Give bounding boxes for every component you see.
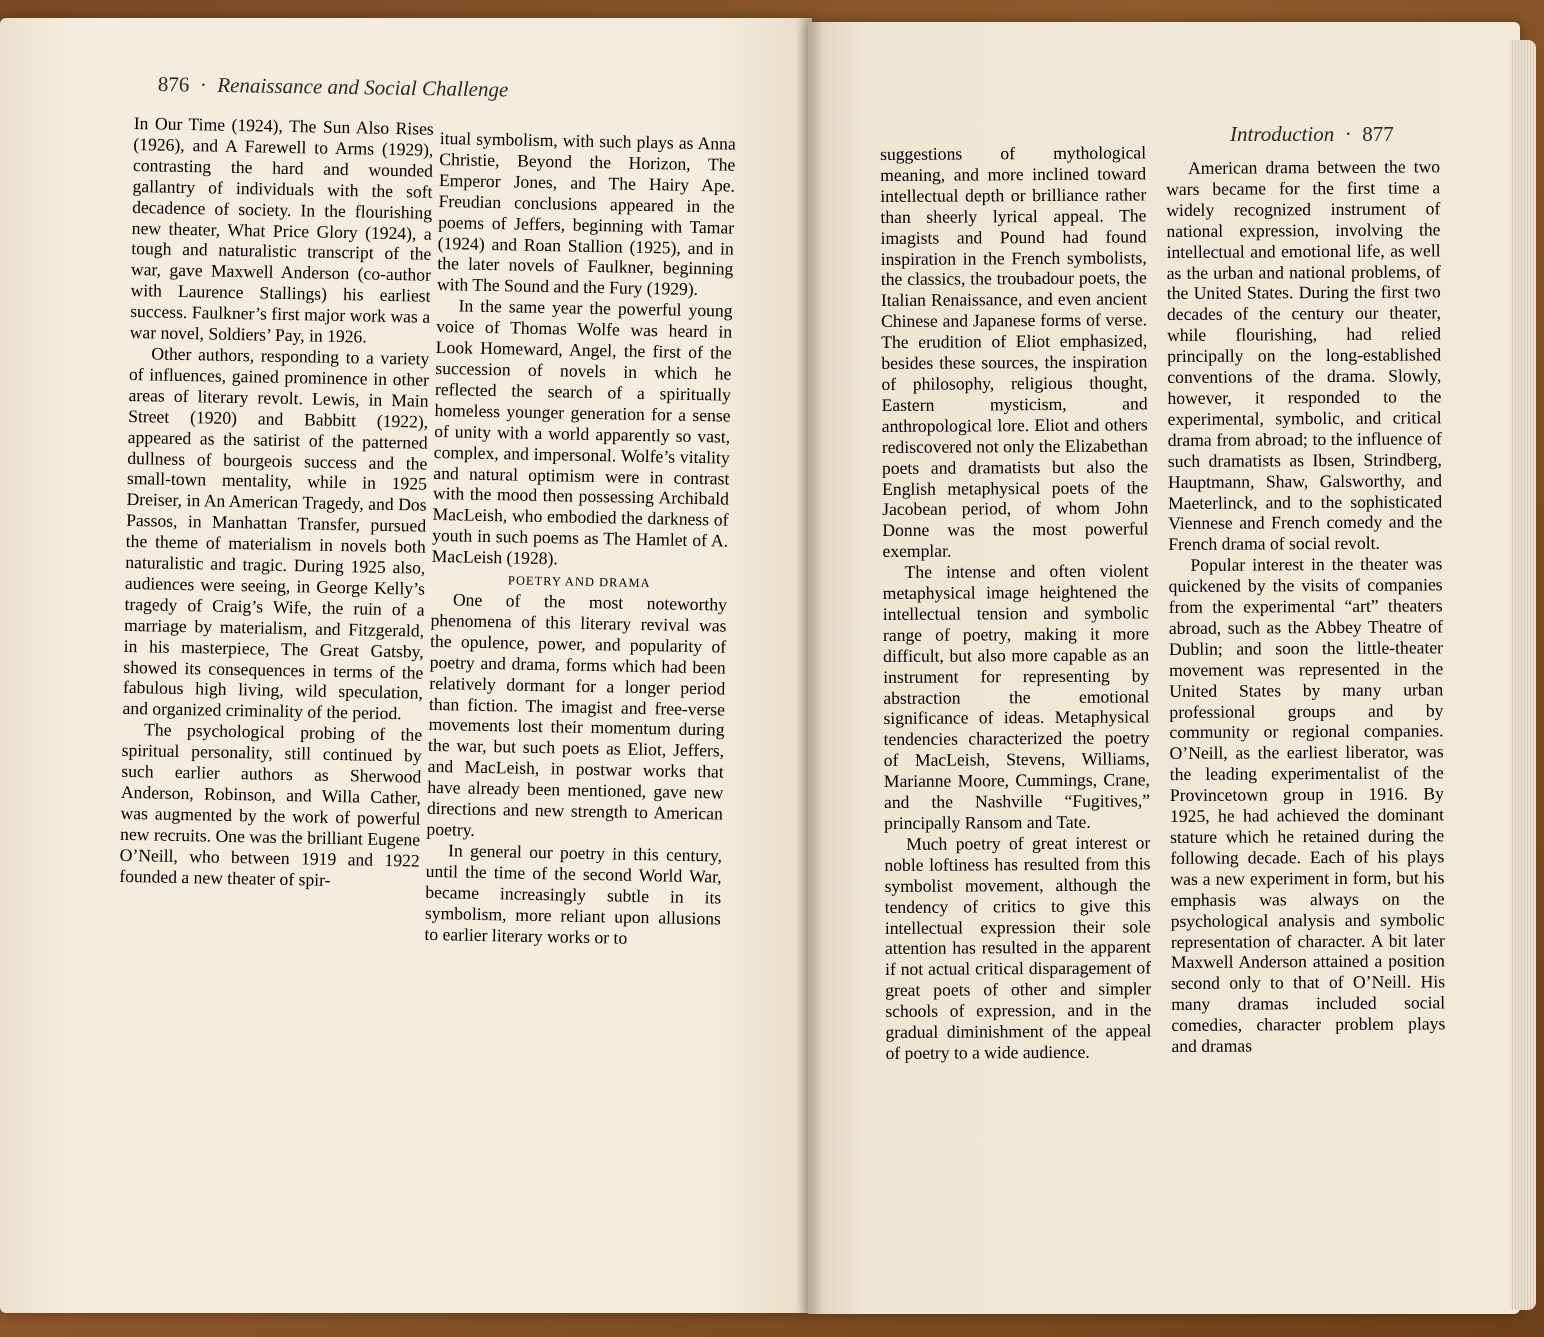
- paragraph: In general our poetry in this century, until the time of the second World War, became increasingly subtle in its symbolism, more reliant upon allusions to earlier literary works or to: [424, 840, 723, 948]
- right-page-column-1: [880, 142, 1152, 1063]
- paragraph: Much poetry of great interest or noble loftiness has resulted from this symbolist movement, although the tendency of critics to give this intellectual expression their sole attention has resulted in the apparent if not actual critical disparagement of great poets of other and simpler schools of expression, and in the gradual diminishment of the appeal of poetry to a wide audience.: [884, 832, 1152, 1063]
- paragraph: The intense and often violent metaphysical image heightened the intellectual tension and symbolic range of poetry, making it more difficult, but also more capable as an instrument for representing by abstraction the emotional significance of ideas. Metaphysical tendencies characterized the poetry of MacLeish, Stevens, Williams, Marianne Moore, Cummings, Crane, and the Nashville “Fugitives,” principally Ransom and Tate.: [882, 560, 1151, 833]
- paragraph: One of the most noteworthy phenomena of this literary revival was the opulence, power, and popularity of poetry and drama, forms which had been relatively dormant for a longer period than fiction. The imagist and free-verse movements lost their momentum during the war, but such poets as Eliot, Jeffers, and MacLeish, in postwar works that have already been mentioned, gave new directions and new strength to American poetry.: [426, 589, 728, 840]
- paragraph: itual symbolism, with such plays as Anna Christie, Beyond the Horizon, The Emperor Jones, and The Hairy Ape. Freudian conclusions appeared in the poems of Jeffers, beginning with Tamar (1924) and Roan Stallion (1925), and in the later novels of Faulkner, beginning with The Sound and the Fury (1929).: [436, 128, 736, 300]
- right-header-separator: ·: [1344, 122, 1352, 146]
- paragraph: suggestions of mythological meaning, and more inclined toward intellectual depth or brilliance rather than sheerly lyrical appeal. The imagists and Pound had found inspiration in the French symbolists, the classics, the troubadour poets, the Italian Renaissance, and even ancient Chinese and Japanese forms of verse. The erudition of Eliot emphasized, besides these sources, the inspiration of philosophy, religious thought, Eastern mysticism, and anthropological lore. Eliot and others rediscovered not only the Elizabethan poets and dramatists but also the English metaphysical poets of the Jacobean period, of whom John Donne was the most powerful exemplar.: [880, 142, 1149, 562]
- right-running-head: [1230, 122, 1394, 147]
- left-header-separator: ·: [199, 72, 207, 97]
- right-page-column-2: [1166, 156, 1445, 1057]
- paragraph: In Our Time (1924), The Sun Also Rises (1926), and A Farewell to Arms (1929), contrasting the hard and wounded gallantry of individuals with the soft decadence of society. In the flourishing new theater, What Price Glory (1924), a tough and naturalistic transcript of the war, gave Maxwell Anderson (co-author with Laurence Stallings) his earliest success. Faulkner’s first major work was a war novel, Soldiers’ Pay, in 1926.: [129, 113, 434, 347]
- left-page-column-1: [119, 113, 434, 892]
- left-page-column-2: [424, 128, 736, 950]
- book-gutter: [796, 18, 824, 1314]
- right-header-title: Introduction: [1230, 122, 1335, 146]
- right-page-number: 877: [1362, 122, 1394, 146]
- paragraph: American drama between the two wars became for the first time a widely recognized instrument of national expression, involving the intellectual and emotional life, as well as the urban and national problems, of the United States. During the first two decades of the century our theater, while flourishing, had relied principally on the long-established conventions of the drama. Slowly, however, it responded to the experimental, symbolic, and critical drama from abroad; to the influence of such dramatists as Ibsen, Strindberg, Hauptmann, Shaw, Galsworthy, and Maeterlinck, and to the sophisticated Viennese and French comedy and the French drama of social revolt.: [1166, 156, 1443, 555]
- section-heading: POETRY AND DRAMA: [507, 573, 651, 591]
- paragraph: Popular interest in the theater was quickened by the visits of companies from the experimental “art” theaters abroad, such as the Abbey Theatre of Dublin; and soon the little-theater movement was represented in the United States by many urban professional groups and by community or regional companies. O’Neill, as the earliest liberator, was the leading experimentalist of the Provincetown group in 1916. By 1925, he had achieved the dominant stature which he retained during the following decade. Each of his plays was a new experiment in form, but his emphasis was always on the psychological analysis and symbolic representation of character. A bit later Maxwell Anderson attained a position second only to that of O’Neill. His many dramas included social comedies, character problem plays and dramas: [1168, 553, 1446, 1057]
- left-page-number: 876: [157, 72, 190, 97]
- paragraph: The psychological probing of the spiritual personality, still continued by such earlier authors as Sherwood Anderson, Robinson, and Willa Cather, was augmented by the work of powerful new recruits. One was the brilliant Eugene O’Neill, who between 1919 and 1922 founded a new theater of spir-: [119, 719, 423, 890]
- paragraph: Other authors, responding to a variety of influences, gained prominence in other areas of literary revolt. Lewis, in Main Street (1920) and Babbitt (1922), appeared as the satirist of the patterned dullness of bourgeois success and the small-town mentality, while in 1925 Dreiser, in An American Tragedy, and Dos Passos, in Manhattan Transfer, pursued the theme of materialism in novels both naturalistic and tragic. During 1925 also, audiences were seeing, in George Kelly’s tragedy of Craig’s Wife, the ruin of a marriage by materialism, and Fitzgerald, in his masterpiece, The Great Gatsby, showed its consequences in terms of the fabulous high living, wild speculation, and organized criminality of the period.: [122, 343, 430, 724]
- left-header-title: Renaissance and Social Challenge: [217, 72, 509, 102]
- page-edges: [1510, 40, 1536, 1310]
- paragraph: In the same year the powerful young voice of Thomas Wolfe was heard in Look Homeward, Angel, the first of the succession of novels in which he reflected the search of a spiritually homeless younger generation for a sense of unity with a world apparently so vast, complex, and impersonal. Wolfe’s vitality and natural optimism were in contrast with the mood then possessing Archibald MacLeish, who embodied the darkness of youth in such poems as The Hamlet of A. MacLeish (1928).: [431, 295, 733, 569]
